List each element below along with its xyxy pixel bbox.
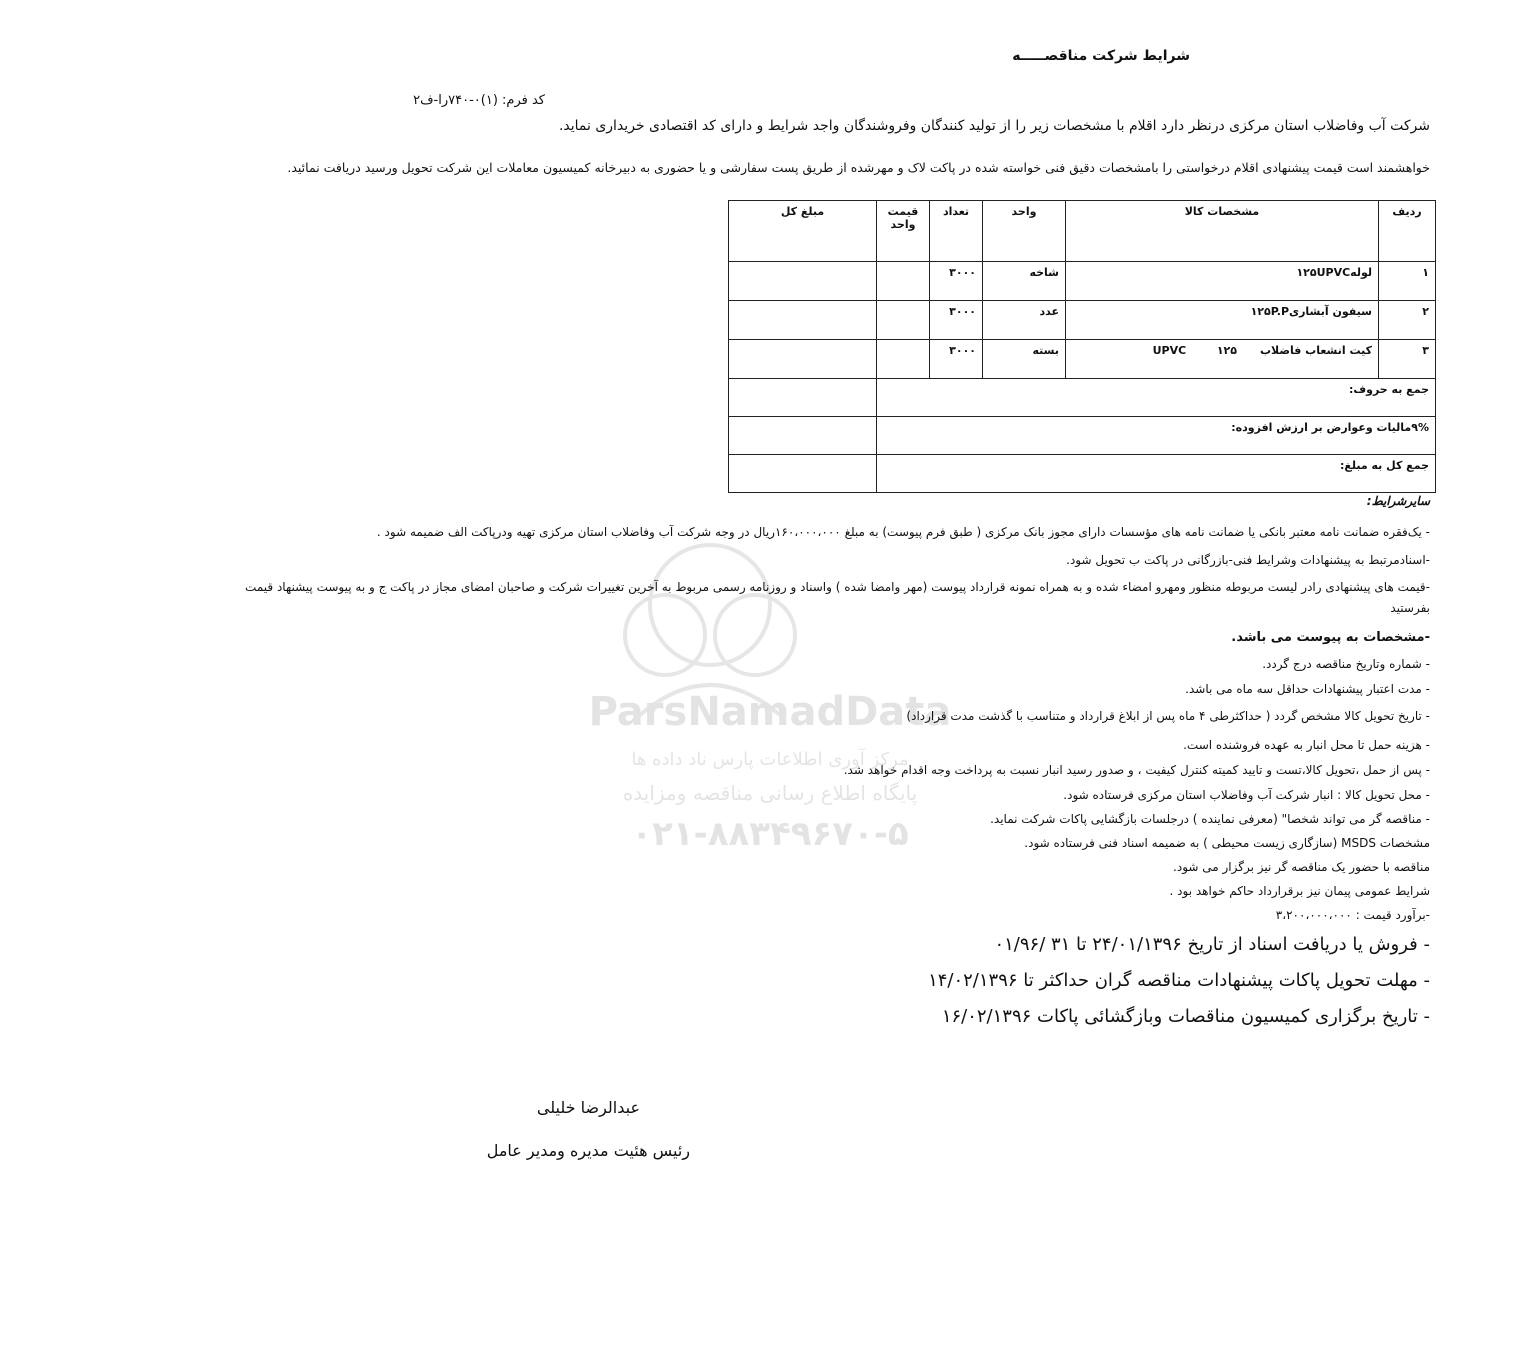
date-line-sales: - فروش یا دریافت اسناد از تاریخ ۲۴/۰۱/۱۳۹۶ تا ۳۱ /۰۱/۹۶: [994, 934, 1430, 955]
summary-label-total: جمع کل به مبلغ:: [877, 455, 1436, 493]
term-line: مشخصات MSDS (سازگاری زیست محیطی ) به ضمیمه اسناد فنی فرستاده شود.: [1024, 836, 1430, 850]
document-title: شرایط شرکت مناقصـــــه: [1012, 48, 1190, 64]
row-number: ۳: [1379, 340, 1436, 379]
summary-value: [729, 379, 877, 417]
header-unit-price: قیمت واحد: [877, 201, 930, 262]
terms-heading: سایرشرایط:: [1366, 494, 1430, 508]
summary-row: [729, 417, 1436, 455]
row-number: ۲: [1379, 301, 1436, 340]
watermark-phone: ۰۲۱-۸۸۳۴۹۶۷۰-۵: [631, 814, 909, 854]
term-line: - شماره وتاریخ مناقصه درج گردد.: [1262, 657, 1430, 671]
summary-label-tax: ۹%مالیات وعوارض بر ارزش افزوده:: [877, 417, 1436, 455]
term-line: -مشخصات به پیوست می باشد.: [1231, 630, 1430, 645]
table-row: [729, 262, 1436, 301]
term-line: بفرستید: [1390, 601, 1430, 615]
intro-paragraph-2: خواهشمند است قیمت پیشنهادی اقلام درخواستی را بامشخصات دقیق فنی خواسته شده در پاکت لاک و مهرشده از طریق پست سفارشی و یا حضوری به دبیرخانه کمیسیون معاملات این شرکت تحویل ورسید دریافت نمائید.: [287, 160, 1430, 175]
row-total: [729, 301, 877, 340]
table-header-row: [729, 201, 1436, 262]
intro-paragraph-1: شرکت آب وفاضلاب استان مرکزی درنظر دارد اقلام با مشخصات زیر را از تولید کنندگان وفروشندگان واجد شرایط و دارای کد اقتصادی خریداری نماید.: [558, 118, 1430, 134]
term-line: -برآورد قیمت : ۳،۲۰۰،۰۰۰،۰۰۰: [1275, 908, 1430, 922]
row-unit: شاخه: [983, 262, 1066, 301]
row-unit: عدد: [983, 301, 1066, 340]
term-line: - پس از حمل ،تحویل کالا،تست و تایید کمیته کنترل کیفیت ، و صدور رسید انبار نسبت به پرداخت وجه اقدام خواهد شد.: [843, 763, 1430, 777]
table-row: [729, 340, 1436, 379]
header-qty: تعداد: [930, 201, 983, 262]
date-line-commission: - تاریخ برگزاری کمیسیون مناقصات وبازگشائی پاکات ۱۶/۰۲/۱۳۹۶: [941, 1006, 1430, 1027]
header-unit: واحد: [983, 201, 1066, 262]
term-line: - مناقصه گر می تواند شخصا" (معرفی نماینده ) درجلسات بازگشایی پاکات شرکت نماید.: [990, 812, 1430, 826]
row-spec: سیفون آبشاری۱۲۵P.P: [1066, 301, 1379, 340]
row-unit-price: [877, 301, 930, 340]
term-line: شرایط عمومی پیمان نیز برقرارداد حاکم خواهد بود .: [1169, 884, 1430, 898]
summary-row: [729, 455, 1436, 493]
table-row: [729, 301, 1436, 340]
date-line-deadline: - مهلت تحویل پاکات پیشنهادات مناقصه گران حداکثر تا ۱۴/۰۲/۱۳۹۶: [928, 970, 1430, 991]
term-line: - تاریخ تحویل کالا مشخص گردد ( حداکثرطی ۴ ماه پس از ابلاغ قرارداد و متناسب با گذشت مدت قرارداد): [906, 709, 1430, 723]
header-spec: مشخصات کالا: [1066, 201, 1379, 262]
term-line: - یک‌فقره ضمانت نامه معتبر بانکی یا ضمانت نامه های مؤسسات دارای مجوز بانک مرکزی ( طبق فرم پیوست) به مبلغ ۱۶۰،۰۰۰،۰۰۰ریال در وجه شرکت آب وفاضلاب استان مرکزی تهیه ودرپاکت الف ضمیمه شود .: [376, 525, 1430, 539]
header-total: مبلغ کل: [729, 201, 877, 262]
row-spec: کیت انشعاب فاضلاب UPVC ۱۲۵: [1066, 340, 1379, 379]
watermark-line2: پایگاه اطلاع رسانی مناقصه ومزایده: [622, 781, 918, 805]
form-code: کد فرم: (۱)۰-۷۴۰را-ف۲: [413, 93, 545, 108]
summary-value: [729, 417, 877, 455]
items-table: [728, 200, 1436, 493]
summary-value: [729, 455, 877, 493]
row-unit-price: [877, 262, 930, 301]
row-number: ۱: [1379, 262, 1436, 301]
signer-position: رئیس هئیت مدیره ومدیر عامل: [486, 1141, 690, 1160]
summary-row: [729, 379, 1436, 417]
term-line: -اسنادمرتبط به پیشنهادات وشرایط فنی-بازرگانی در پاکت ب تحویل شود.: [1066, 553, 1430, 567]
term-line: -قیمت های پیشنهادی رادر لیست مربوطه منظور ومهرو امضاء شده و به همراه نمونه قرارداد پیوست (مهر وامضا شده ) واسناد و روزنامه رسمی مربوط به آخرین تغییرات شرکت و صاحبان امضای مجاز در پاکت ج و به پیوست پیشنهاد قیمت: [245, 580, 1430, 594]
row-unit: بسته: [983, 340, 1066, 379]
watermark-line1: مرکز آوری اطلاعات پارس ناد داده ها: [631, 749, 909, 770]
row-total: [729, 262, 877, 301]
term-line: مناقصه با حضور یک مناقصه گر نیز برگزار می شود.: [1173, 860, 1430, 874]
term-line: - مدت اعتبار پیشنهادات حداقل سه ماه می باشد.: [1185, 682, 1430, 696]
watermark-brand: ParsNamadData: [588, 689, 952, 735]
row-spec: لوله۱۲۵UPVC: [1066, 262, 1379, 301]
term-line: - هزینه حمل تا محل انبار به عهده فروشنده است.: [1183, 738, 1430, 752]
summary-label-words: جمع به حروف:: [877, 379, 1436, 417]
row-unit-price: [877, 340, 930, 379]
row-qty: ۳۰۰۰: [930, 340, 983, 379]
row-qty: ۳۰۰۰: [930, 262, 983, 301]
signer-name: عبدالرضا خلیلی: [536, 1098, 640, 1117]
row-total: [729, 340, 877, 379]
term-line: - محل تحویل کالا : انبار شرکت آب وفاضلاب استان مرکزی فرستاده شود.: [1063, 788, 1430, 802]
header-row-number: ردیف: [1379, 201, 1436, 262]
row-qty: ۳۰۰۰: [930, 301, 983, 340]
